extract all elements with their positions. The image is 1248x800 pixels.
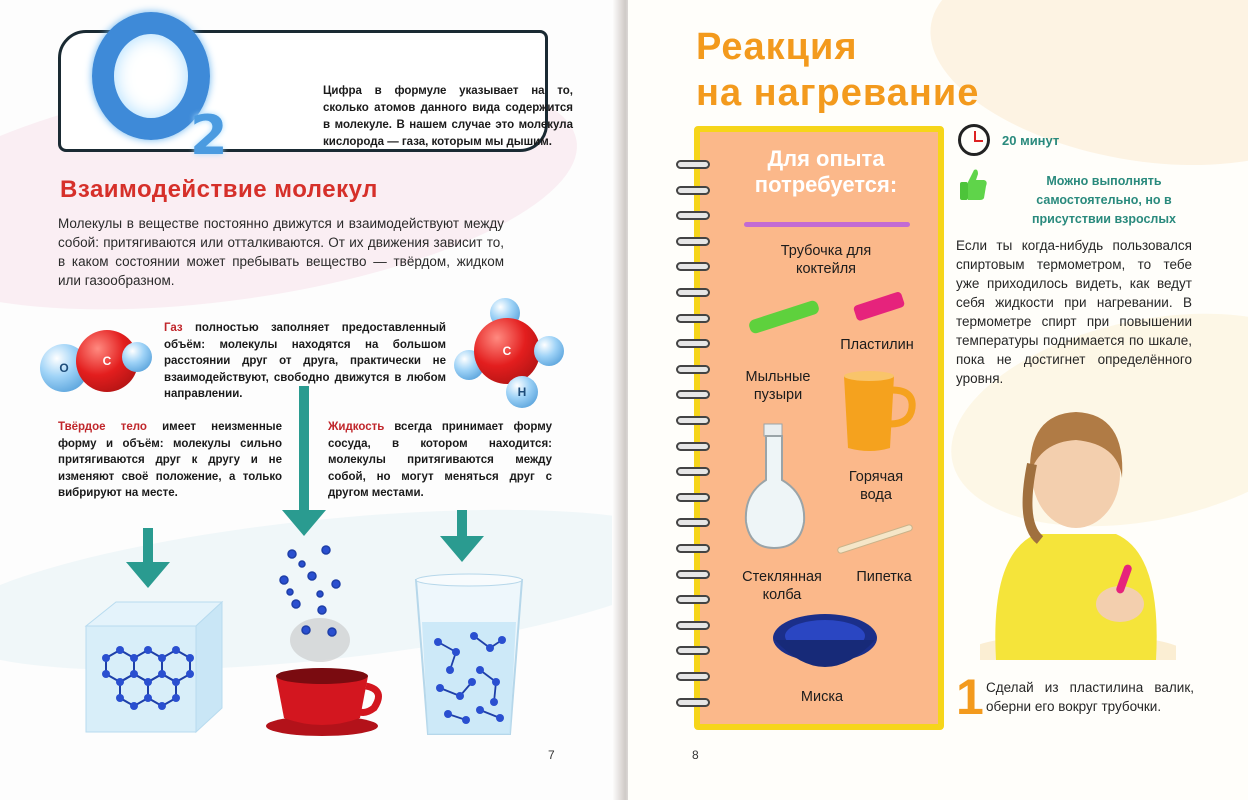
material-flask-label: Стеклянная колба	[742, 569, 822, 603]
orange-cup-illustration	[838, 368, 918, 454]
green-straw-illustration	[744, 292, 824, 342]
arrow-down-icon	[282, 386, 326, 536]
ice-cube-illustration	[76, 596, 226, 736]
plasticine-illustration	[850, 290, 910, 324]
material-bowl-label: Миска	[800, 689, 844, 705]
spiral-ring	[676, 467, 710, 476]
atom-o-1: O	[40, 344, 88, 392]
spiral-ring	[676, 518, 710, 527]
atom-c-1: C	[76, 330, 138, 392]
spiral-ring	[676, 570, 710, 579]
intro-paragraph: Молекулы в веществе постоянно движутся и взаимодействуют между собой: притягиваются или отталкиваются. От их движения зависит то, в каком состоянии может пребывать вещество — твёрдом, жидком или газообразном.	[58, 216, 504, 288]
girl-photo-illustration	[980, 404, 1176, 660]
step-1-text: Сделай из пластилина валик, оберни его вокруг трубочки.	[986, 680, 1194, 714]
material-hot-water-label: Горячая вода	[848, 469, 904, 503]
spiral-ring	[676, 672, 710, 681]
spiral-ring	[676, 211, 710, 220]
solid-term: Твёрдое тело	[58, 421, 147, 433]
spiral-ring	[676, 390, 710, 399]
step-number: 1	[956, 669, 984, 725]
material-pipette-label: Пипетка	[856, 569, 912, 585]
material-straw-label: Трубочка для коктейля	[780, 243, 872, 277]
oxygen-subscript-2: 2	[190, 104, 228, 167]
gas-text: полностью заполняет предоставленный объём: молекулы находятся на большом расстоянии друг от друга, практически не взаимодействуют, свободно движутся в любом направлении.	[164, 322, 446, 400]
thumbs-up-icon	[958, 168, 988, 202]
spiral-ring	[676, 646, 710, 655]
thermometer-paragraph: Если ты когда-нибудь пользовался спиртовым термометром, то тебе уже приходилось видеть, как ведут себя жидкости при нагревании. В термометре спирт при повышении температуры поднимается по шкале, пока не достигнет определённого уровня.	[956, 238, 1192, 386]
time-row	[958, 124, 1059, 156]
title-line-1: Реакция	[696, 26, 858, 68]
spiral-ring	[676, 339, 710, 348]
spiral-ring	[676, 262, 710, 271]
left-page	[0, 0, 620, 800]
cup-with-steam-illustration	[262, 540, 392, 740]
glass-flask-illustration	[740, 422, 810, 552]
adult-supervision-note: Можно выполнять самостоятельно, но в присутствии взрослых	[1031, 174, 1176, 226]
spiral-ring	[676, 288, 710, 297]
liquid-term: Жидкость	[328, 421, 385, 433]
solid-description	[58, 419, 282, 502]
spiral-ring	[676, 698, 710, 707]
section-title: Взаимодействие молекул	[60, 176, 378, 203]
spiral-ring	[676, 544, 710, 553]
clock-icon	[958, 124, 990, 156]
spiral-ring	[676, 416, 710, 425]
liquid-text: всегда принимает форму сосуда, в котором находится: молекулы притягиваются между собой, но могут меняться друг с другом местами.	[328, 421, 552, 499]
spiral-ring	[676, 442, 710, 451]
arrow-down-icon	[440, 510, 484, 562]
materials-title: Для опыта потребуется:	[754, 146, 898, 197]
purple-straw-bar	[744, 222, 910, 227]
page-number-right: 8	[692, 748, 699, 762]
o2-caption: Цифра в формуле указывает на то, сколько атомов данного вида содержится в молекуле. В нашем случае это молекула кислорода — газа, которым мы дышим.	[323, 85, 573, 148]
blue-bowl-illustration	[770, 608, 880, 682]
spiral-ring	[676, 160, 710, 169]
title-line-2: на нагревание	[696, 72, 980, 114]
liquid-description	[328, 419, 552, 502]
spiral-ring	[676, 365, 710, 374]
atom-c-2: C	[474, 318, 540, 384]
atom-h-4	[534, 336, 564, 366]
reaction-title	[696, 24, 979, 116]
spiral-ring	[676, 621, 710, 630]
spiral-ring	[676, 186, 710, 195]
spiral-ring	[676, 237, 710, 246]
material-plasticine-label: Пластилин	[840, 337, 914, 353]
atom-h-1	[122, 342, 152, 372]
pipette-illustration	[830, 520, 920, 560]
page-number-left: 7	[548, 748, 555, 762]
spiral-ring	[676, 314, 710, 323]
glass-of-water-illustration	[410, 570, 530, 740]
spiral-ring	[676, 595, 710, 604]
arrow-down-icon	[126, 528, 170, 588]
gas-term: Газ	[164, 322, 183, 334]
solid-text: имеет неизменные форму и объём: молекулы сильно притягиваются друг к другу и не изменяют своё положение, а только вибрируют на месте.	[58, 421, 283, 499]
spiral-ring	[676, 493, 710, 502]
material-bubbles-label: Мыльные пузыри	[745, 369, 811, 403]
atom-h-5: H	[506, 376, 538, 408]
time-text: 20 минут	[1002, 132, 1060, 148]
